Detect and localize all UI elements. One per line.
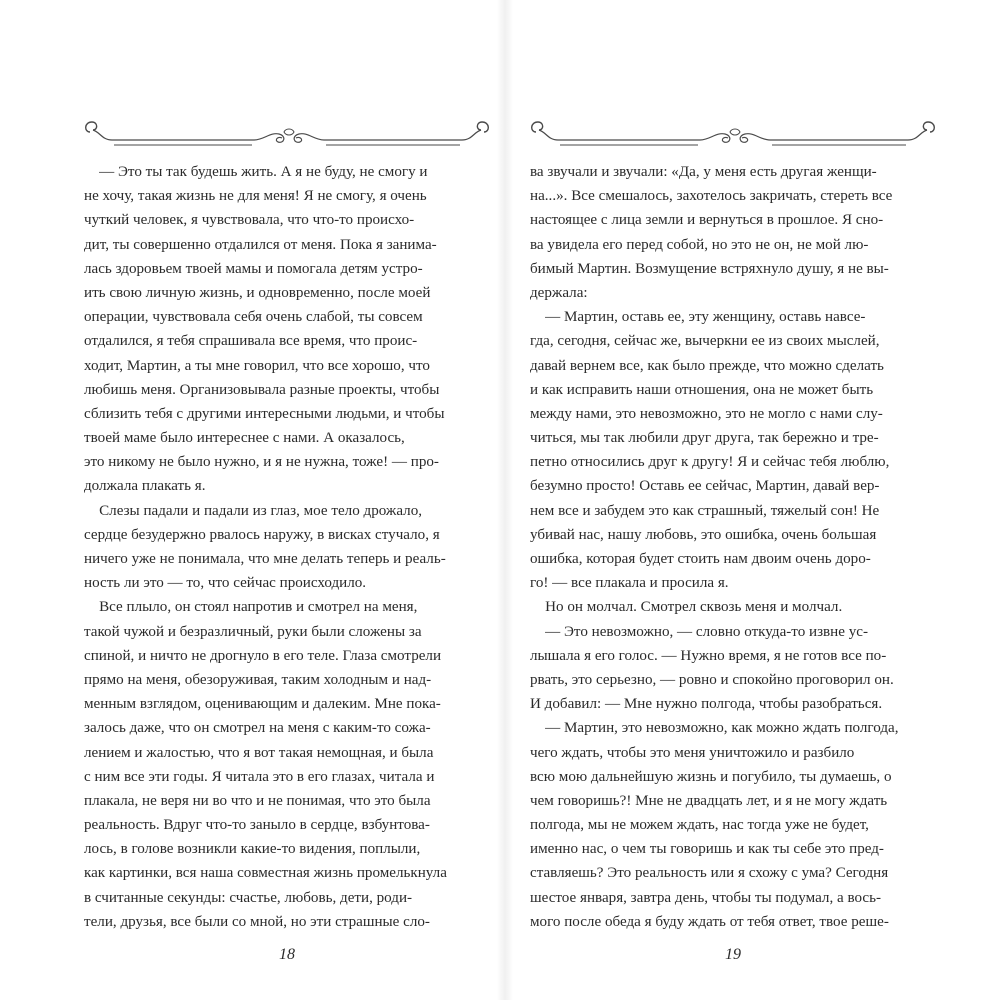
text-line: лось, в голове возникли какие-то видения, поплыли,	[84, 841, 421, 858]
text-line: и как исправить наши отношения, она не может быть	[530, 381, 874, 398]
text-line: такой чужой и безразличный, руки были сложены за	[84, 623, 422, 640]
text-line: залось даже, что он смотрел на меня с каким-то сожа-	[84, 720, 431, 737]
text-line: не хочу, такая жизнь не для меня! Я не смогу, я очень	[84, 188, 427, 205]
right-page	[530, 118, 936, 963]
text-line: Слезы падали и падали из глаз, мое тело дрожало,	[84, 502, 423, 519]
text-line: должала плакать я.	[84, 478, 206, 495]
text-line: давай вернем все, как было прежде, что можно сделать	[530, 357, 884, 374]
scroll-flourish-divider-icon	[530, 118, 936, 152]
text-line: любишь меня. Организовывала разные проекты, чтобы	[84, 381, 440, 398]
text-line: читься, мы так любили друг друга, так бережно и тре-	[530, 430, 879, 447]
left-page	[84, 118, 490, 963]
text-line: бимый Мартин. Возмущение встряхнуло душу, я не вы-	[530, 260, 889, 277]
text-line: шестое января, завтра день, чтобы ты подумал, а вось-	[530, 889, 882, 906]
text-line: мого после обеда я буду ждать от тебя ответ, твое реше-	[530, 913, 889, 930]
text-line: именно нас, о чем ты говоришь и как ты себе это пред-	[530, 841, 884, 858]
text-line: между нами, это невозможно, это не могло с нами слу-	[530, 405, 883, 422]
text-line: ва звучали и звучали: «Да, у меня есть другая женщи-	[530, 164, 877, 180]
text-line: безумно просто! Оставь ее сейчас, Мартин, давай вер-	[530, 478, 880, 495]
text-line: ходит, Мартин, а ты мне говорил, что все хорошо, что	[84, 357, 430, 374]
scroll-flourish-divider-icon	[84, 118, 490, 152]
text-line: менным взглядом, оценивающим и далеким. Мне пока-	[84, 696, 441, 713]
text-line: реальность. Вдруг что-то заныло в сердце, взбунтова-	[84, 817, 430, 834]
text-line: ставляешь? Это реальность или я схожу с ума? Сегодня	[530, 865, 889, 882]
text-line: в считанные секунды: счастье, любовь, дети, роди-	[84, 889, 413, 906]
text-line: твоей маме было интереснее с нами. А оказалось,	[84, 430, 405, 447]
right-page-text	[530, 160, 936, 934]
text-line: — Это ты так будешь жить. А я не буду, не смогу и	[84, 164, 428, 180]
left-page-text	[84, 160, 490, 934]
text-line: лением и жалостью, что я вот такая немощная, и была	[84, 744, 434, 761]
book-gutter	[497, 0, 513, 1000]
text-line: дит, ты совершенно отдалился от меня. Пока я занима-	[84, 236, 437, 253]
text-line: чем говоришь?! Мне не двадцать лет, и я не могу ждать	[530, 792, 888, 809]
text-line: как картинки, вся наша совместная жизнь промелькнула	[84, 865, 447, 882]
text-line: го! — все плакала и просила я.	[530, 575, 729, 592]
text-line: Но он молчал. Смотрел сквозь меня и молчал.	[530, 599, 843, 616]
text-line: спиной, и ничто не дрогнуло в его теле. Глаза смотрели	[84, 647, 442, 664]
text-line: отдалился, я тебя спрашивала все время, что проис-	[84, 333, 418, 350]
text-line: — Мартин, оставь ее, эту женщину, оставь навсе-	[530, 309, 866, 326]
text-line: петно относились друг к другу! Я и сейчас тебя люблю,	[530, 454, 890, 471]
text-line: настоящее с лица земли и вернуться в прошлое. Я сно-	[530, 212, 884, 229]
text-line: чуткий человек, я чувствовала, что что-то происхо-	[84, 212, 415, 229]
text-line: лась здоровьем твоей мамы и помогала детям устро-	[84, 260, 423, 277]
text-line: убивай нас, нашу любовь, это ошибка, очень большая	[530, 526, 877, 543]
page-number: 19	[725, 946, 741, 963]
text-line: нем все и забудем это как страшный, тяжелый сон! Не	[530, 502, 880, 519]
text-line: — Это невозможно, — словно откуда-то извне ус-	[530, 623, 869, 640]
text-line: держала:	[530, 284, 588, 301]
text-line: И добавил: — Мне нужно полгода, чтобы разобраться.	[530, 696, 883, 713]
text-line: чего ждать, чтобы это меня уничтожило и разбило	[530, 744, 855, 761]
text-line: гда, сегодня, сейчас же, вычеркни ее из своих мыслей,	[530, 333, 880, 350]
text-line: — Мартин, это невозможно, как можно ждать полгода,	[530, 720, 899, 737]
text-line: сблизить тебя с другими интересными людьми, и чтобы	[84, 405, 445, 422]
text-line: всю мою дальнейшую жизнь и погубило, ты думаешь, о	[530, 768, 892, 785]
text-line: лышала я его голос. — Нужно время, я не готов все по-	[530, 647, 887, 664]
text-line: сердце безудержно рвалось наружу, в висках стучало, я	[84, 526, 440, 543]
text-line: на...». Все смешалось, захотелось закричать, стереть все	[530, 188, 893, 205]
text-line: ить свою личную жизнь, и одновременно, после моей	[84, 284, 431, 301]
text-line: полгода, мы не можем ждать, нас тогда уже не будет,	[530, 817, 869, 834]
text-line: операции, чувствовала себя очень слабой, ты совсем	[84, 309, 423, 326]
text-line: ность ли это — то, что сейчас происходило.	[84, 575, 367, 592]
text-line: с ним все эти годы. Я читала это в его глазах, читала и	[84, 768, 435, 785]
text-line: тели, друзья, все были со мной, но эти страшные сло-	[84, 913, 430, 930]
text-line: это никому не было нужно, и я не нужна, тоже! — про-	[84, 454, 439, 471]
text-line: прямо на меня, обезоруживая, таким холодным и над-	[84, 671, 432, 688]
page-number: 18	[279, 946, 295, 963]
text-line: ничего уже не понимала, что мне делать теперь и реаль-	[84, 551, 446, 567]
text-line: Все плыло, он стоял напротив и смотрел на меня,	[84, 599, 418, 616]
text-line: ва увидела его перед собой, но это не он, не мой лю-	[530, 236, 869, 253]
text-line: ошибка, которая будет стоить нам двоим очень доро-	[530, 551, 871, 567]
text-line: рвать, это серьезно, — ровно и спокойно проговорил он.	[530, 671, 894, 688]
text-line: плакала, не веря ни во что и не понимая, что это была	[84, 792, 431, 809]
